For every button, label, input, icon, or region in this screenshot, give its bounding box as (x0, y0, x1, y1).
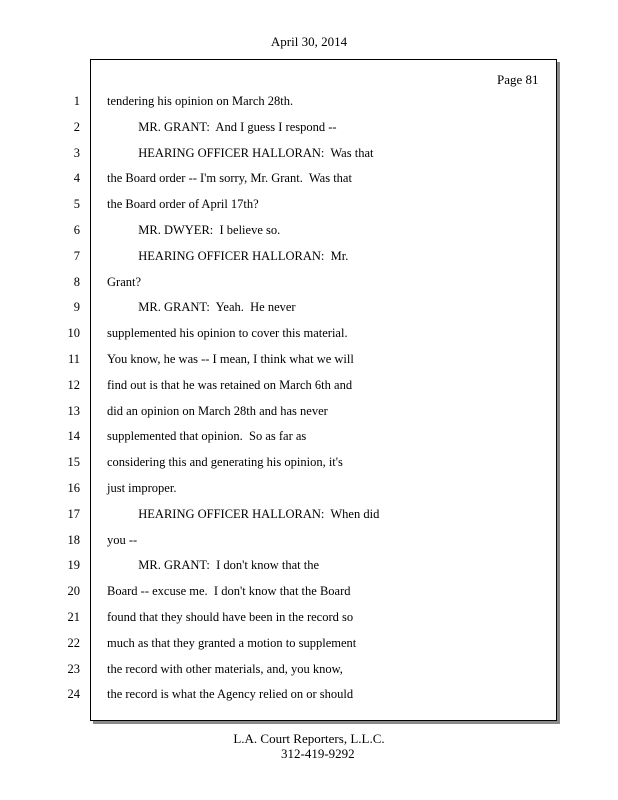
transcript-line (0, 197, 618, 223)
line-text: the Board order of April 17th? (107, 197, 259, 212)
line-text: considering this and generating his opinion, it's (107, 455, 343, 470)
line-text: tendering his opinion on March 28th. (107, 94, 294, 108)
line-number: 16 (67, 481, 80, 495)
transcript-line (0, 455, 618, 481)
line-text: did an opinion on March 28th and has never (107, 403, 328, 418)
transcript-line (0, 326, 618, 352)
line-number: 6 (73, 223, 80, 237)
line-text: HEARING OFFICER HALLORAN: When did (107, 506, 380, 521)
transcript-line (0, 481, 618, 507)
line-number: 19 (67, 558, 80, 573)
line-number: 3 (73, 145, 80, 160)
transcript-line (0, 507, 618, 533)
line-number: 13 (67, 403, 80, 418)
line-number: 23 (67, 661, 80, 676)
line-text: You know, he was -- I mean, I think what we will (107, 352, 354, 366)
line-number: 1 (73, 94, 80, 108)
transcript-line (0, 120, 618, 146)
transcript-line (0, 223, 618, 249)
line-text: MR. GRANT: And I guess I respond -- (107, 119, 337, 134)
transcript-line (0, 533, 618, 559)
line-text: find out is that he was retained on March 6th and (107, 377, 353, 392)
line-number: 5 (73, 197, 80, 212)
line-text: HEARING OFFICER HALLORAN: Was that (107, 145, 374, 160)
transcript-line (0, 610, 618, 636)
line-text: much as that they granted a motion to supplement (107, 635, 357, 650)
transcript-line (0, 662, 618, 688)
line-number: 24 (67, 687, 80, 702)
transcript-date: April 30, 2014 (270, 34, 348, 49)
line-text: Grant? (107, 274, 142, 289)
line-number: 17 (67, 506, 80, 521)
line-number: 10 (67, 326, 80, 341)
line-text: MR. GRANT: I don't know that the (107, 558, 320, 573)
line-text: MR. DWYER: I believe so. (107, 223, 281, 237)
transcript-line (0, 171, 618, 197)
line-text: you -- (107, 532, 138, 547)
line-number: 18 (67, 532, 80, 547)
transcript-line (0, 378, 618, 404)
transcript-line (0, 352, 618, 378)
transcript-line (0, 584, 618, 610)
line-text: found that they should have been in the record so (107, 610, 354, 624)
line-text: MR. GRANT: Yeah. He never (107, 300, 296, 315)
line-text: just improper. (107, 481, 177, 495)
line-number: 11 (67, 352, 80, 366)
line-text: the record is what the Agency relied on or should (107, 687, 354, 702)
transcript-line (0, 146, 618, 172)
footer-phone: 312-419-9292 (281, 746, 355, 761)
transcript-line (0, 558, 618, 584)
line-number: 14 (67, 429, 80, 444)
line-number: 20 (67, 584, 80, 599)
line-number: 12 (67, 377, 80, 392)
transcript-line (0, 636, 618, 662)
line-text: supplemented his opinion to cover this material. (107, 326, 348, 341)
line-number: 2 (73, 119, 80, 134)
line-number: 22 (67, 635, 80, 650)
line-number: 21 (67, 610, 80, 624)
line-text: Board -- excuse me. I don't know that the Board (107, 584, 351, 599)
line-number: 9 (73, 300, 80, 315)
footer-company: L.A. Court Reporters, L.L.C. (233, 731, 385, 746)
transcript-line (0, 404, 618, 430)
line-number: 8 (73, 274, 80, 289)
line-text: HEARING OFFICER HALLORAN: Mr. (107, 248, 349, 263)
line-text: the record with other materials, and, you know, (107, 661, 343, 676)
line-number: 7 (73, 248, 80, 263)
transcript-line (0, 300, 618, 326)
line-number: 4 (73, 171, 80, 186)
transcript-line (0, 94, 618, 120)
transcript-line (0, 275, 618, 301)
transcript-line (0, 249, 618, 275)
page-number: Page 81 (497, 72, 539, 87)
line-text: the Board order -- I'm sorry, Mr. Grant. Was that (107, 171, 352, 186)
transcript-line (0, 687, 618, 713)
line-number: 15 (67, 455, 80, 470)
line-text: supplemented that opinion. So as far as (107, 429, 307, 444)
transcript-line (0, 429, 618, 455)
